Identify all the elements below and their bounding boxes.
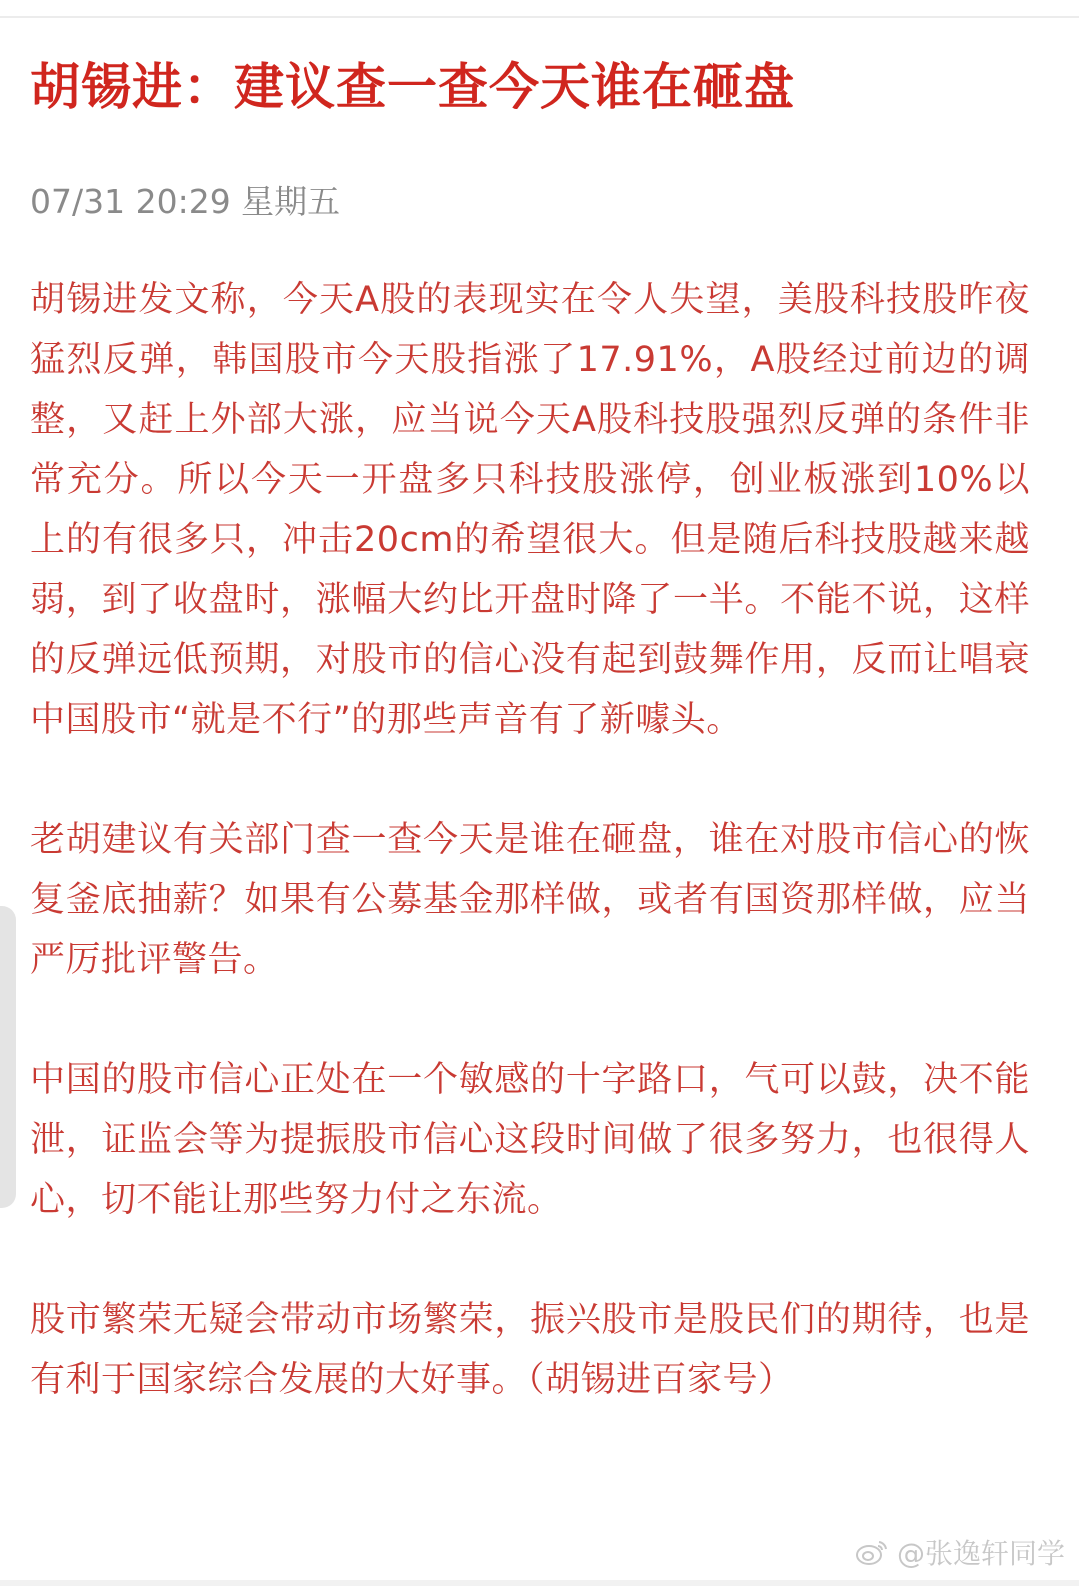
article-timestamp: 07/31 20:29 星期五	[30, 182, 341, 221]
article-paragraph-2: 老胡建议有关部门查一查今天是谁在砸盘，谁在对股市信心的恢复釜底抽薪？如果有公募基金那样做，或者有国资那样做，应当严厉批评警告。	[30, 820, 1030, 980]
top-divider	[0, 16, 1079, 18]
article-paragraph-4: 股市繁荣无疑会带动市场繁荣，振兴股市是股民们的期待，也是有利于国家综合发展的大好事。（胡锡进百家号）	[30, 1300, 1030, 1400]
weibo-watermark	[855, 1532, 1065, 1572]
watermark-text: @张逸轩同学	[896, 1537, 1065, 1570]
article-paragraph-1: 胡锡进发文称，今天A股的表现实在令人失望，美股科技股昨夜猛烈反弹，韩国股市今天股指涨了17.91%，A股经过前边的调整，又赶上外部大涨，应当说今天A股科技股强烈反弹的条件非常充分。所以今天一开盘多只科技股涨停，创业板涨到10%以上的有很多只，冲击20cm的希望很大。但是随后科技股越来越弱，到了收盘时，涨幅大约比开盘时降了一半。不能不说，这样的反弹远低预期，对股市的信心没有起到鼓舞作用，反而让唱衰中国股市“就是不行”的那些声音有了新噱头。	[30, 280, 1030, 740]
article-body	[30, 270, 1030, 1470]
bottom-edge	[0, 1580, 1079, 1586]
weibo-icon	[855, 1538, 889, 1566]
article-paragraph-3: 中国的股市信心正处在一个敏感的十字路口，气可以鼓，决不能泄，证监会等为提振股市信心这段时间做了很多努力，也很得人心，切不能让那些努力付之东流。	[30, 1060, 1030, 1220]
article-title: 胡锡进：建议查一查今天谁在砸盘	[30, 58, 795, 116]
side-edge-handle[interactable]	[0, 906, 16, 1208]
